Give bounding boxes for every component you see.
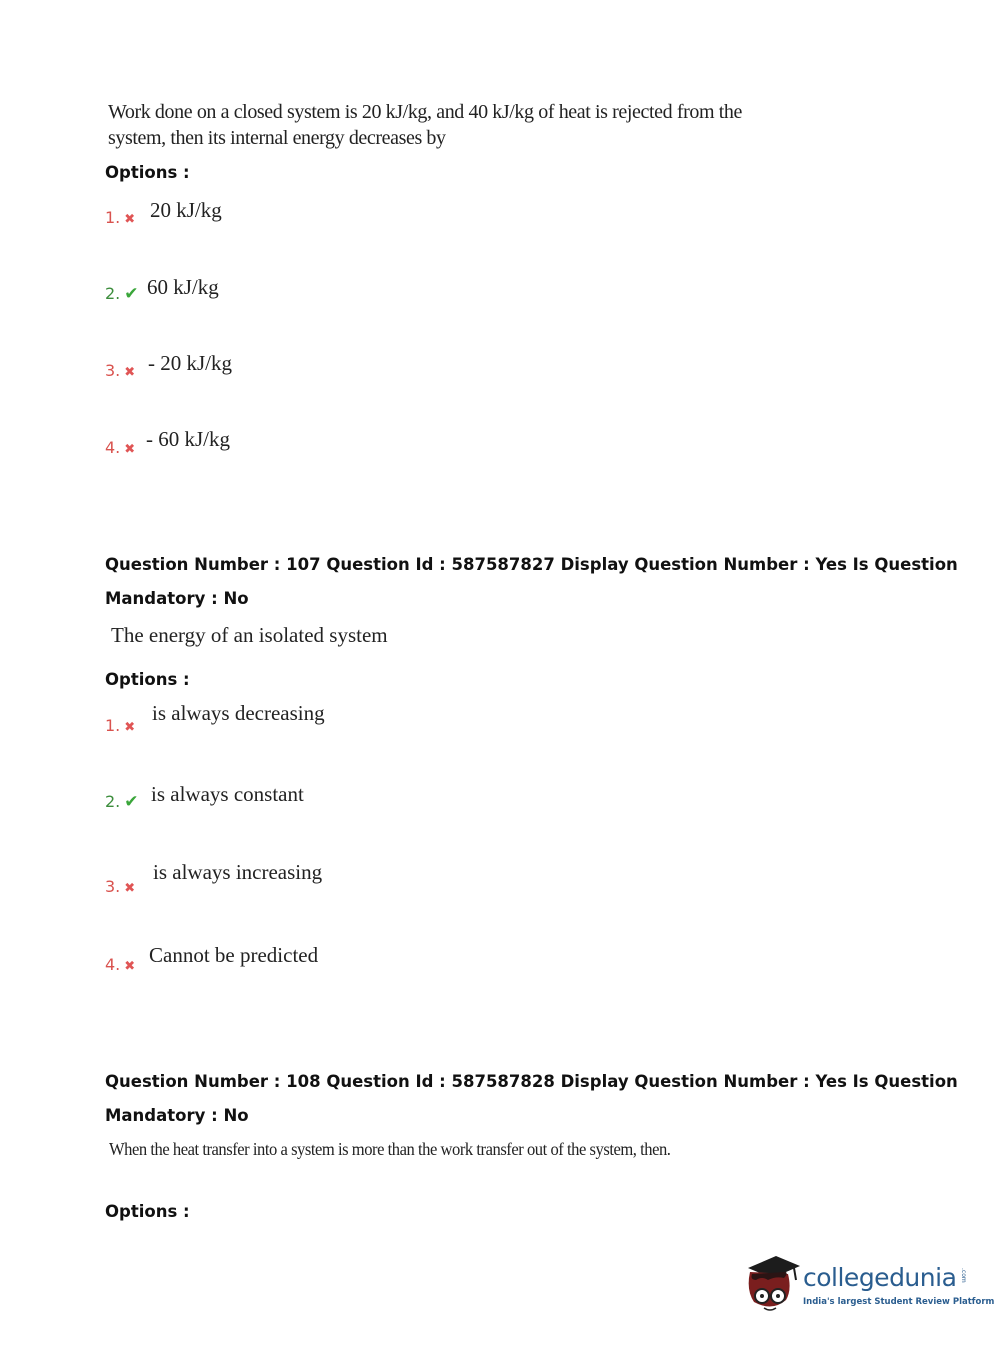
option-number: 1. bbox=[105, 208, 121, 227]
option-number: 3. bbox=[105, 877, 121, 896]
wrong-mark-icon: ✖ bbox=[124, 442, 136, 457]
check-mark-icon: ✔ bbox=[124, 284, 139, 304]
q107-options-label: Options : bbox=[105, 670, 190, 689]
q106-option-2 bbox=[105, 284, 139, 304]
wrong-mark-icon: ✖ bbox=[124, 212, 136, 227]
q108-meta-line1: Question Number : 108 Question Id : 587587828 Display Question Number : Yes Is Question bbox=[105, 1072, 958, 1091]
collegedunia-mascot-icon bbox=[742, 1250, 802, 1318]
option-number: 4. bbox=[105, 955, 121, 974]
q107-option-2 bbox=[105, 792, 139, 812]
q108-meta-line2: Mandatory : No bbox=[105, 1106, 249, 1125]
logo-wordmark: collegedunia bbox=[803, 1263, 957, 1292]
wrong-mark-icon: ✖ bbox=[124, 720, 136, 735]
wrong-mark-icon: ✖ bbox=[124, 365, 136, 380]
option-number: 3. bbox=[105, 361, 121, 380]
q106-option-3 bbox=[105, 361, 135, 380]
q106-text-line2: system, then its internal energy decreases by bbox=[108, 127, 446, 149]
option-number: 2. bbox=[105, 792, 121, 811]
logo-dotcom: .com bbox=[960, 1268, 967, 1283]
wrong-mark-icon: ✖ bbox=[124, 959, 136, 974]
q107-option-1 bbox=[105, 716, 135, 735]
q107-option-2-text: is always constant bbox=[151, 782, 304, 806]
q106-option-1 bbox=[105, 208, 135, 227]
q106-option-1-text: 20 kJ/kg bbox=[150, 198, 222, 222]
logo-tagline: India's largest Student Review Platform bbox=[803, 1297, 995, 1307]
q106-options-label: Options : bbox=[105, 163, 190, 182]
q107-text: The energy of an isolated system bbox=[111, 623, 388, 647]
q106-option-3-text: - 20 kJ/kg bbox=[148, 351, 232, 375]
q106-text-line1: Work done on a closed system is 20 kJ/kg, and 40 kJ/kg of heat is rejected from the bbox=[108, 101, 742, 123]
q107-meta-line1: Question Number : 107 Question Id : 587587827 Display Question Number : Yes Is Question bbox=[105, 555, 958, 574]
option-number: 1. bbox=[105, 716, 121, 735]
q107-option-4-text: Cannot be predicted bbox=[149, 943, 319, 967]
q108-text: When the heat transfer into a system is more than the work transfer out of the system, then. bbox=[109, 1139, 671, 1159]
option-number: 4. bbox=[105, 438, 121, 457]
q106-option-2-text: 60 kJ/kg bbox=[147, 275, 219, 299]
option-number: 2. bbox=[105, 284, 121, 303]
q107-option-3-text: is always increasing bbox=[153, 860, 323, 884]
q107-option-1-text: is always decreasing bbox=[152, 701, 325, 725]
q107-option-4 bbox=[105, 955, 135, 974]
q106-option-4 bbox=[105, 438, 135, 457]
q106-option-4-text: - 60 kJ/kg bbox=[146, 427, 230, 451]
wrong-mark-icon: ✖ bbox=[124, 881, 136, 896]
q108-options-label: Options : bbox=[105, 1202, 190, 1221]
check-mark-icon: ✔ bbox=[124, 792, 139, 812]
q107-meta-line2: Mandatory : No bbox=[105, 589, 249, 608]
q107-option-3 bbox=[105, 877, 135, 896]
